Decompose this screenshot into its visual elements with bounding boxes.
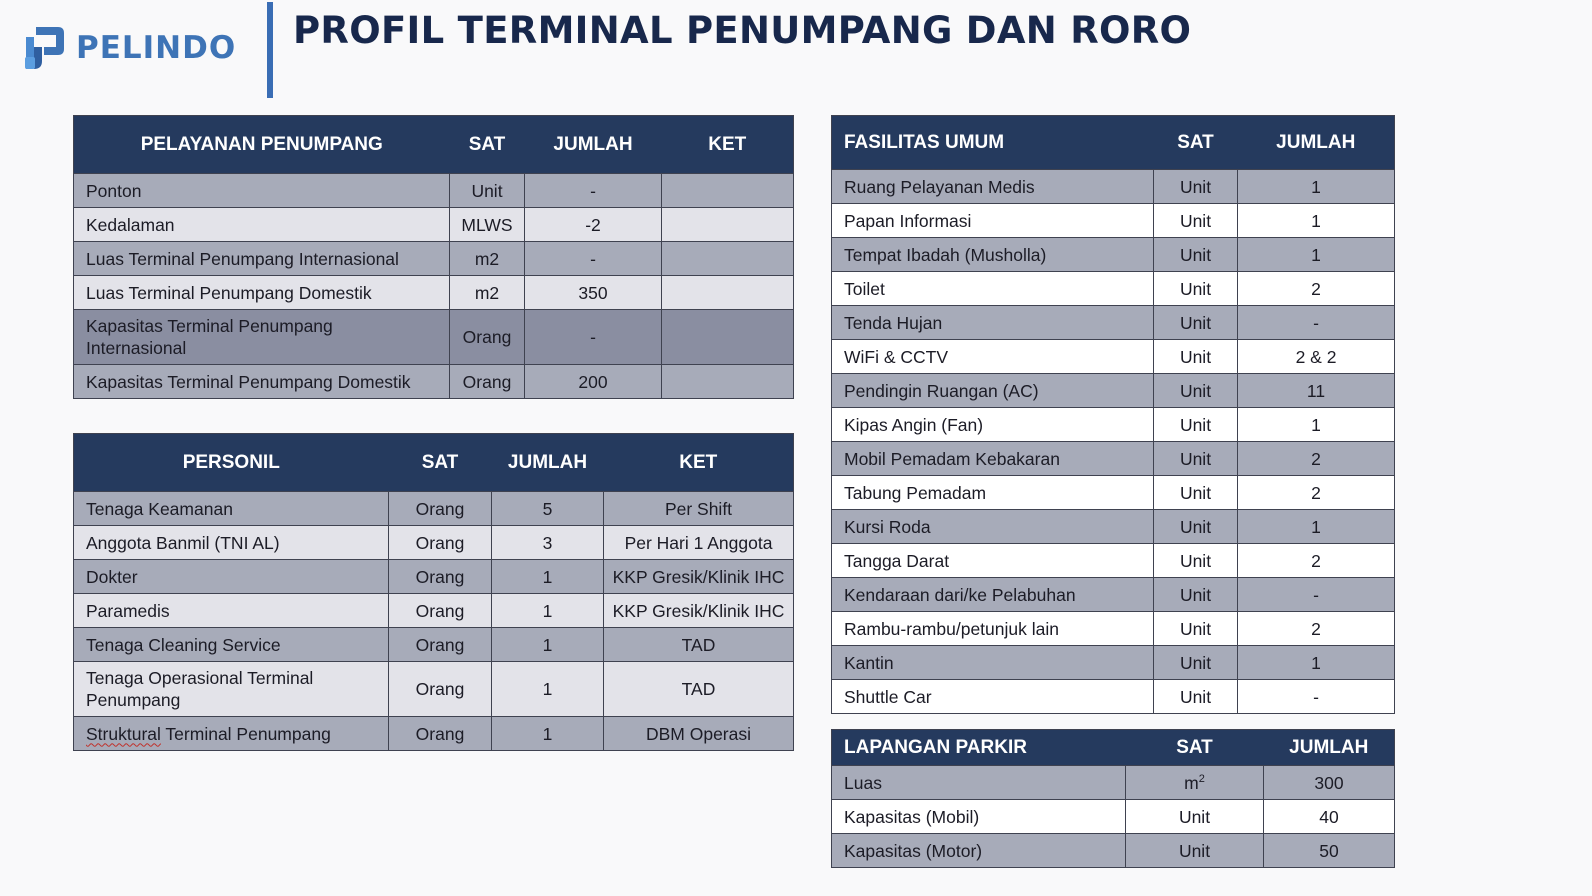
- item-cell: Tempat Ibadah (Musholla): [832, 238, 1154, 272]
- sat-cell: Unit: [1154, 306, 1238, 340]
- pelindo-logo: [22, 22, 236, 74]
- jumlah-cell: -: [525, 242, 662, 276]
- item-cell: Kapasitas Terminal Penumpang Internasional: [74, 310, 450, 365]
- item-rest: Terminal Penumpang: [160, 723, 331, 744]
- table-row: [832, 340, 1395, 374]
- jumlah-cell: 1: [1238, 204, 1395, 238]
- jumlah-cell: -: [1238, 578, 1395, 612]
- column-header: KET: [662, 116, 794, 174]
- item-cell: Mobil Pemadam Kebakaran: [832, 442, 1154, 476]
- sat-cell: Unit: [1126, 800, 1264, 834]
- sat-cell: Unit: [1154, 272, 1238, 306]
- sat-cell: Unit: [1154, 612, 1238, 646]
- table-row: [832, 272, 1395, 306]
- item-cell: [74, 717, 389, 751]
- column-header: SAT: [1126, 730, 1264, 766]
- jumlah-cell: 1: [1238, 510, 1395, 544]
- unit-superscript: 2: [1198, 772, 1205, 785]
- jumlah-cell: 1: [492, 628, 604, 662]
- unit-base: m: [1184, 772, 1199, 793]
- column-header: FASILITAS UMUM: [832, 116, 1154, 170]
- jumlah-cell: 2: [1238, 442, 1395, 476]
- table-row: [74, 492, 794, 526]
- jumlah-cell: -2: [525, 208, 662, 242]
- table-row: [832, 612, 1395, 646]
- sat-cell: m2: [450, 276, 525, 310]
- item-cell: Tenaga Cleaning Service: [74, 628, 389, 662]
- table-row: [832, 476, 1395, 510]
- table-row: [74, 208, 794, 242]
- column-header: JUMLAH: [492, 434, 604, 492]
- table-header-row: [832, 730, 1395, 766]
- jumlah-cell: 11: [1238, 374, 1395, 408]
- table-row: [832, 544, 1395, 578]
- sat-cell: Orang: [389, 492, 492, 526]
- jumlah-cell: 1: [1238, 238, 1395, 272]
- table-row: [74, 560, 794, 594]
- table-row: [74, 310, 794, 365]
- table-row: [832, 578, 1395, 612]
- jumlah-cell: 2: [1238, 544, 1395, 578]
- sat-cell: Unit: [1154, 204, 1238, 238]
- title-divider: [267, 2, 273, 98]
- logo-text: PELINDO: [76, 30, 237, 66]
- table-header-row: [74, 116, 794, 174]
- item-cell: Paramedis: [74, 594, 389, 628]
- table-row: [832, 442, 1395, 476]
- table-row: [832, 306, 1395, 340]
- jumlah-cell: -: [1238, 680, 1395, 714]
- jumlah-cell: 1: [1238, 646, 1395, 680]
- table-header-row: [74, 434, 794, 492]
- item-cell: Luas: [832, 766, 1126, 800]
- column-header: SAT: [389, 434, 492, 492]
- item-cell: Ruang Pelayanan Medis: [832, 170, 1154, 204]
- item-cell: Papan Informasi: [832, 204, 1154, 238]
- sat-cell: Orang: [389, 717, 492, 751]
- sat-cell: Orang: [389, 560, 492, 594]
- table-row: [832, 408, 1395, 442]
- table-row: [74, 594, 794, 628]
- column-header: LAPANGAN PARKIR: [832, 730, 1126, 766]
- table-row: [832, 800, 1395, 834]
- ket-cell: TAD: [604, 628, 794, 662]
- ket-cell: [662, 208, 794, 242]
- item-cell: Shuttle Car: [832, 680, 1154, 714]
- column-header: KET: [604, 434, 794, 492]
- sat-cell: Orang: [450, 365, 525, 399]
- sat-cell: Unit: [1154, 544, 1238, 578]
- item-cell: Tangga Darat: [832, 544, 1154, 578]
- item-cell: Pendingin Ruangan (AC): [832, 374, 1154, 408]
- jumlah-cell: 200: [525, 365, 662, 399]
- table-row: [74, 174, 794, 208]
- table-row: [74, 276, 794, 310]
- item-cell: Luas Terminal Penumpang Domestik: [74, 276, 450, 310]
- page-title: PROFIL TERMINAL PENUMPANG DAN RORO: [293, 9, 1192, 52]
- ket-cell: [662, 242, 794, 276]
- item-cell: Tenaga Operasional Terminal Penumpang: [74, 662, 389, 717]
- table-row: [832, 510, 1395, 544]
- lapangan-parkir-table: [831, 729, 1395, 868]
- pelayanan-penumpang-table: [73, 115, 794, 399]
- table-row: [74, 526, 794, 560]
- sat-cell: m2: [450, 242, 525, 276]
- item-cell: WiFi & CCTV: [832, 340, 1154, 374]
- jumlah-cell: 50: [1264, 834, 1395, 868]
- ket-cell: DBM Operasi: [604, 717, 794, 751]
- jumlah-cell: 1: [1238, 408, 1395, 442]
- jumlah-cell: 350: [525, 276, 662, 310]
- jumlah-cell: 1: [492, 717, 604, 751]
- column-header: PELAYANAN PENUMPANG: [74, 116, 450, 174]
- item-cell: Kapasitas Terminal Penumpang Domestik: [74, 365, 450, 399]
- jumlah-cell: 1: [492, 662, 604, 717]
- ket-cell: Per Shift: [604, 492, 794, 526]
- ket-cell: [662, 276, 794, 310]
- column-header: JUMLAH: [1264, 730, 1395, 766]
- item-cell: Anggota Banmil (TNI AL): [74, 526, 389, 560]
- sat-cell: Unit: [1154, 238, 1238, 272]
- ket-cell: KKP Gresik/Klinik IHC: [604, 560, 794, 594]
- item-cell: Kapasitas (Motor): [832, 834, 1126, 868]
- table-row: [74, 242, 794, 276]
- item-cell: Dokter: [74, 560, 389, 594]
- item-cell: Tabung Pemadam: [832, 476, 1154, 510]
- ket-cell: [662, 174, 794, 208]
- column-header: JUMLAH: [525, 116, 662, 174]
- sat-cell: Unit: [1154, 442, 1238, 476]
- jumlah-cell: 2: [1238, 612, 1395, 646]
- ket-cell: Per Hari 1 Anggota: [604, 526, 794, 560]
- table-header-row: [832, 116, 1395, 170]
- sat-cell: Orang: [389, 662, 492, 717]
- sat-cell: Orang: [389, 594, 492, 628]
- jumlah-cell: -: [525, 310, 662, 365]
- jumlah-cell: 3: [492, 526, 604, 560]
- fasilitas-umum-table: [831, 115, 1395, 714]
- fasilitas-body: [832, 170, 1395, 714]
- item-first-word: Struktural: [86, 723, 161, 744]
- item-cell: Kedalaman: [74, 208, 450, 242]
- table-row: [832, 374, 1395, 408]
- jumlah-cell: 1: [492, 594, 604, 628]
- table-row: [74, 717, 794, 751]
- sat-cell: Unit: [1154, 646, 1238, 680]
- pelindo-logo-icon: [22, 23, 66, 73]
- sat-cell: Unit: [1154, 510, 1238, 544]
- table-row: [74, 628, 794, 662]
- item-cell: Ponton: [74, 174, 450, 208]
- ket-cell: TAD: [604, 662, 794, 717]
- item-cell: Tenda Hujan: [832, 306, 1154, 340]
- item-cell: Tenaga Keamanan: [74, 492, 389, 526]
- table-row: [832, 238, 1395, 272]
- item-cell: Luas Terminal Penumpang Internasional: [74, 242, 450, 276]
- sat-cell: Unit: [450, 174, 525, 208]
- sat-cell: Unit: [1154, 680, 1238, 714]
- ket-cell: KKP Gresik/Klinik IHC: [604, 594, 794, 628]
- item-cell: Kantin: [832, 646, 1154, 680]
- sat-cell: Orang: [450, 310, 525, 365]
- personil-table: [73, 433, 794, 751]
- table-row: [832, 834, 1395, 868]
- sat-cell: Unit: [1154, 476, 1238, 510]
- table-row: [832, 204, 1395, 238]
- item-cell: Kipas Angin (Fan): [832, 408, 1154, 442]
- sat-cell: [1126, 766, 1264, 800]
- column-header: PERSONIL: [74, 434, 389, 492]
- jumlah-cell: 2: [1238, 272, 1395, 306]
- sat-cell: Unit: [1154, 170, 1238, 204]
- jumlah-cell: -: [525, 174, 662, 208]
- jumlah-cell: 300: [1264, 766, 1395, 800]
- jumlah-cell: 5: [492, 492, 604, 526]
- table-row: [832, 766, 1395, 800]
- sat-cell: Orang: [389, 628, 492, 662]
- item-cell: Kapasitas (Mobil): [832, 800, 1126, 834]
- sat-cell: Unit: [1154, 340, 1238, 374]
- sat-cell: Orang: [389, 526, 492, 560]
- sat-cell: Unit: [1126, 834, 1264, 868]
- ket-cell: [662, 310, 794, 365]
- item-cell: Kendaraan dari/ke Pelabuhan: [832, 578, 1154, 612]
- sat-cell: Unit: [1154, 578, 1238, 612]
- jumlah-cell: 1: [492, 560, 604, 594]
- sat-cell: MLWS: [450, 208, 525, 242]
- table-row: [832, 170, 1395, 204]
- item-cell: Kursi Roda: [832, 510, 1154, 544]
- sat-cell: Unit: [1154, 408, 1238, 442]
- table-row: [832, 646, 1395, 680]
- table-row: [74, 662, 794, 717]
- table-row: [832, 680, 1395, 714]
- item-cell: Toilet: [832, 272, 1154, 306]
- column-header: JUMLAH: [1238, 116, 1395, 170]
- jumlah-cell: 2: [1238, 476, 1395, 510]
- ket-cell: [662, 365, 794, 399]
- column-header: SAT: [450, 116, 525, 174]
- item-cell: Rambu-rambu/petunjuk lain: [832, 612, 1154, 646]
- jumlah-cell: 40: [1264, 800, 1395, 834]
- jumlah-cell: -: [1238, 306, 1395, 340]
- jumlah-cell: 2 & 2: [1238, 340, 1395, 374]
- sat-cell: Unit: [1154, 374, 1238, 408]
- column-header: SAT: [1154, 116, 1238, 170]
- table-row: [74, 365, 794, 399]
- jumlah-cell: 1: [1238, 170, 1395, 204]
